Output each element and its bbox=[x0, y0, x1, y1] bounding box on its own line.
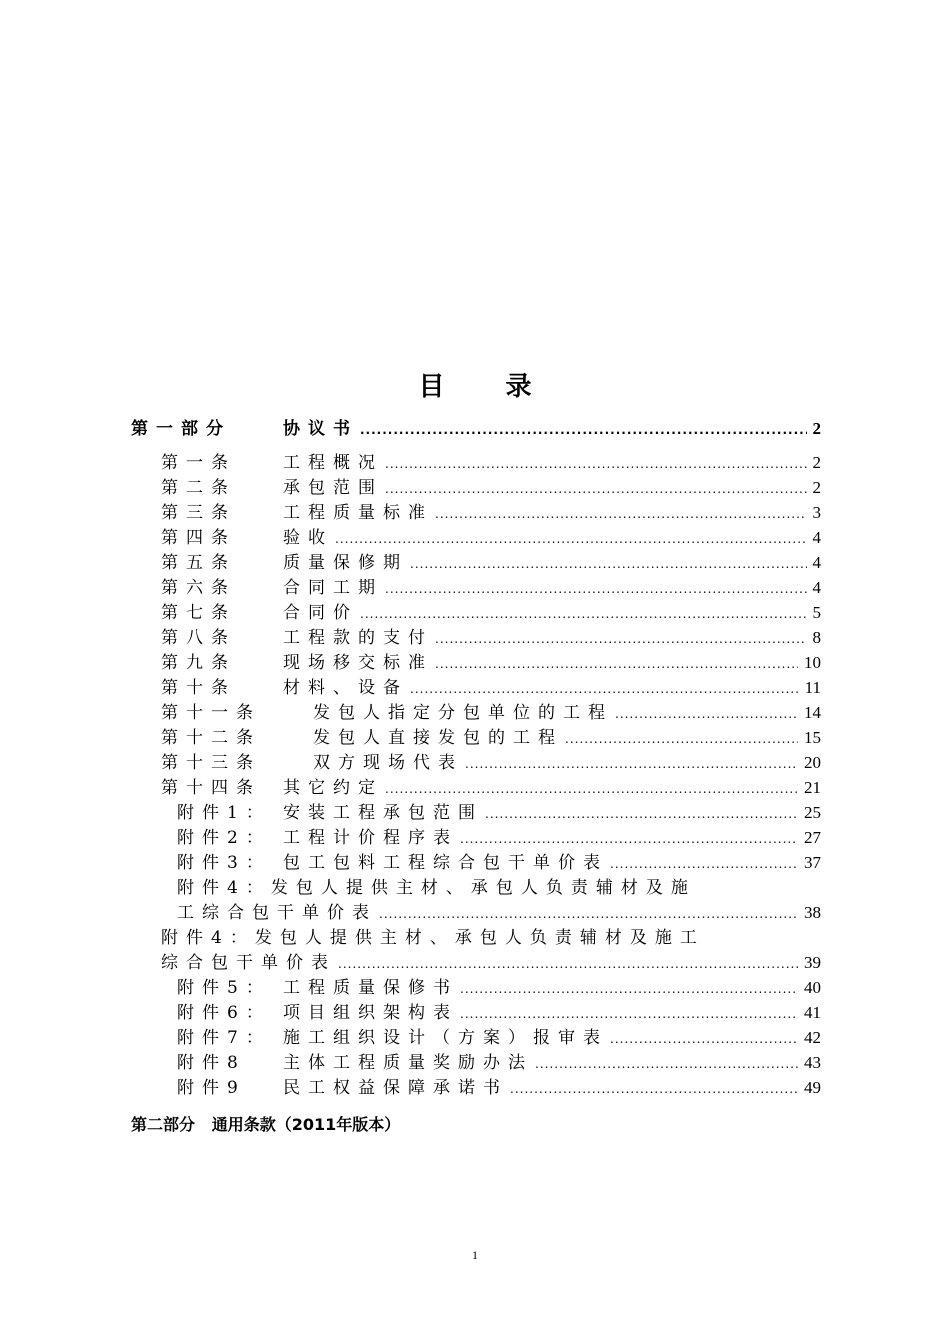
toc-leader bbox=[338, 953, 798, 975]
toc-article-14[interactable] bbox=[161, 777, 821, 800]
toc-page-number: 11 bbox=[804, 678, 821, 697]
toc-page-number: 4 bbox=[812, 528, 821, 547]
toc-attachment-4a-line1[interactable]: 附件4：发包人提供主材、承包人负责辅材及施 bbox=[177, 878, 696, 898]
toc-leader bbox=[435, 653, 798, 675]
toc-attachment-4b[interactable] bbox=[161, 952, 821, 975]
toc-article-label: 第十一条 bbox=[161, 703, 261, 723]
toc-article-11[interactable] bbox=[161, 702, 821, 725]
toc-page-number: 43 bbox=[804, 1053, 821, 1072]
toc-article-label: 第一条 bbox=[161, 453, 236, 473]
toc-page-number: 42 bbox=[804, 1028, 821, 1047]
toc-page-number: 49 bbox=[804, 1078, 821, 1097]
toc-attachment-title: 项目组织架构表 bbox=[283, 1003, 458, 1023]
toc-attachment-label: 附件5： bbox=[177, 978, 271, 998]
toc-article-6[interactable] bbox=[161, 577, 821, 600]
toc-article-label: 第七条 bbox=[161, 603, 236, 623]
toc-page-number: 20 bbox=[804, 753, 821, 772]
toc-attachment-label: 附件3： bbox=[177, 853, 271, 873]
toc-attachment-label: 附件1： bbox=[177, 803, 271, 823]
toc-leader bbox=[335, 528, 807, 550]
toc-part1-title: 协议书 bbox=[283, 419, 358, 439]
toc-attachment-label: 附件6： bbox=[177, 1003, 271, 1023]
toc-article-5[interactable] bbox=[161, 552, 821, 575]
toc-attachment-4b-line1[interactable]: 附件4：发包人提供主材、承包人负责辅材及施工 bbox=[161, 928, 705, 948]
toc-part1-label: 第一部分 bbox=[131, 419, 231, 439]
toc-page-number: 37 bbox=[804, 853, 821, 872]
toc-attachment-4a[interactable] bbox=[177, 902, 821, 925]
toc-page-number: 2 bbox=[812, 478, 821, 497]
toc-leader bbox=[385, 578, 807, 600]
toc-attachment-title: 工综合包干单价表 bbox=[177, 903, 377, 923]
toc-article-8[interactable] bbox=[161, 627, 821, 650]
toc-article-title: 其它约定 bbox=[283, 778, 383, 798]
toc-page-number: 5 bbox=[812, 603, 821, 622]
toc-leader bbox=[360, 603, 807, 625]
toc-attachment-title: 包工包料工程综合包干单价表 bbox=[283, 853, 608, 873]
toc-page-number: 2 bbox=[812, 453, 821, 472]
toc-leader bbox=[510, 1078, 798, 1100]
toc-leader bbox=[460, 1003, 798, 1025]
toc-leader bbox=[465, 753, 798, 775]
toc-article-3[interactable] bbox=[161, 502, 821, 525]
toc-article-title: 发包人直接发包的工程 bbox=[313, 728, 563, 748]
toc-article-1[interactable] bbox=[161, 452, 821, 475]
toc-article-title: 工程质量标准 bbox=[283, 503, 433, 523]
toc-article-7[interactable] bbox=[161, 602, 821, 625]
toc-attachment-title: 工程计价程序表 bbox=[283, 828, 458, 848]
toc-page-number: 8 bbox=[812, 628, 821, 647]
toc-attachment-2[interactable] bbox=[177, 827, 821, 850]
toc-attachment-title: 施工组织设计（方案）报审表 bbox=[283, 1028, 608, 1048]
toc-attachment-label: 附件2： bbox=[177, 828, 271, 848]
toc-part2[interactable]: 第二部分 通用条款（2011年版本） bbox=[131, 1115, 401, 1134]
toc-page-number: 21 bbox=[804, 778, 821, 797]
toc-article-title: 质量保修期 bbox=[283, 553, 408, 573]
toc-attachment-9[interactable] bbox=[177, 1077, 821, 1100]
toc-article-12[interactable] bbox=[161, 727, 821, 750]
toc-article-title: 发包人指定分包单位的工程 bbox=[313, 703, 613, 723]
toc-leader bbox=[610, 853, 798, 875]
toc-page-number: 25 bbox=[804, 803, 821, 822]
toc-leader bbox=[565, 728, 798, 750]
toc-page-number: 15 bbox=[804, 728, 821, 747]
toc-article-label: 第十三条 bbox=[161, 753, 261, 773]
toc-attachment-title: 安装工程承包范围 bbox=[283, 803, 483, 823]
toc-page-number: 14 bbox=[804, 703, 821, 722]
toc-article-title: 工程概况 bbox=[283, 453, 383, 473]
toc-leader bbox=[535, 1053, 798, 1075]
toc-attachment-title: 民工权益保障承诺书 bbox=[283, 1078, 508, 1098]
toc-attachment-5[interactable] bbox=[177, 977, 821, 1000]
toc-article-10[interactable] bbox=[161, 677, 821, 700]
toc-article-title: 承包范围 bbox=[283, 478, 383, 498]
toc-page-number: 39 bbox=[804, 953, 821, 972]
toc-page-number: 38 bbox=[804, 903, 821, 922]
footer-page-number: 1 bbox=[472, 1248, 478, 1262]
toc-leader bbox=[460, 828, 798, 850]
toc-leader bbox=[410, 553, 807, 575]
toc-article-title: 材料、设备 bbox=[283, 678, 408, 698]
toc-article-label: 第九条 bbox=[161, 653, 236, 673]
toc-article-13[interactable] bbox=[161, 752, 821, 775]
toc-article-title: 现场移交标准 bbox=[283, 653, 433, 673]
toc-article-title: 合同工期 bbox=[283, 578, 383, 598]
toc-page-number: 27 bbox=[804, 828, 821, 847]
toc-leader bbox=[385, 778, 798, 800]
toc-attachment-title: 主体工程质量奖励办法 bbox=[283, 1053, 533, 1073]
toc-leader bbox=[460, 978, 798, 1000]
toc-leader bbox=[379, 903, 798, 925]
toc-leader bbox=[385, 478, 807, 500]
toc-article-label: 第八条 bbox=[161, 628, 236, 648]
toc-page-number: 4 bbox=[812, 553, 821, 572]
toc-article-label: 第十四条 bbox=[161, 778, 261, 798]
toc-article-label: 第二条 bbox=[161, 478, 236, 498]
toc-leader bbox=[435, 628, 807, 650]
toc-attachment-6[interactable] bbox=[177, 1002, 821, 1025]
toc-attachment-title: 综合包干单价表 bbox=[161, 953, 336, 973]
toc-article-label: 第十条 bbox=[161, 678, 236, 698]
toc-attachment-label: 附件7： bbox=[177, 1028, 271, 1048]
toc-article-label: 第五条 bbox=[161, 553, 236, 573]
toc-article-label: 第三条 bbox=[161, 503, 236, 523]
page-title: 目 录 bbox=[418, 372, 558, 402]
toc-page-number: 3 bbox=[812, 503, 821, 522]
toc-page-number: 10 bbox=[804, 653, 821, 672]
toc-article-title: 工程款的支付 bbox=[283, 628, 433, 648]
toc-article-label: 第四条 bbox=[161, 528, 236, 548]
toc-article-2[interactable] bbox=[161, 477, 821, 500]
toc-page-number: 41 bbox=[804, 1003, 821, 1022]
toc-article-title: 双方现场代表 bbox=[313, 753, 463, 773]
toc-attachment-3[interactable] bbox=[177, 852, 821, 875]
toc-page-number: 4 bbox=[812, 578, 821, 597]
toc-page-number: 40 bbox=[804, 978, 821, 997]
toc-attachment-8[interactable] bbox=[177, 1052, 821, 1075]
toc-leader bbox=[435, 503, 807, 525]
toc-article-4[interactable] bbox=[161, 527, 821, 550]
toc-article-title: 验收 bbox=[283, 528, 333, 548]
toc-leader bbox=[615, 703, 798, 725]
toc-leader bbox=[410, 678, 799, 700]
toc-article-9[interactable] bbox=[161, 652, 821, 675]
toc-page-number: 2 bbox=[812, 419, 821, 438]
toc-attachment-7[interactable] bbox=[177, 1027, 821, 1050]
toc-part1[interactable] bbox=[131, 418, 821, 441]
toc-attachment-label: 附件9 bbox=[177, 1078, 246, 1098]
toc-article-label: 第十二条 bbox=[161, 728, 261, 748]
toc-leader bbox=[360, 419, 807, 441]
toc-article-label: 第六条 bbox=[161, 578, 236, 598]
toc-leader bbox=[485, 803, 798, 825]
toc-attachment-label: 附件8 bbox=[177, 1053, 246, 1073]
toc-attachment-1[interactable] bbox=[177, 802, 821, 825]
toc-leader bbox=[385, 453, 807, 475]
toc-attachment-title: 工程质量保修书 bbox=[283, 978, 458, 998]
toc-leader bbox=[610, 1028, 798, 1050]
toc-article-title: 合同价 bbox=[283, 603, 358, 623]
